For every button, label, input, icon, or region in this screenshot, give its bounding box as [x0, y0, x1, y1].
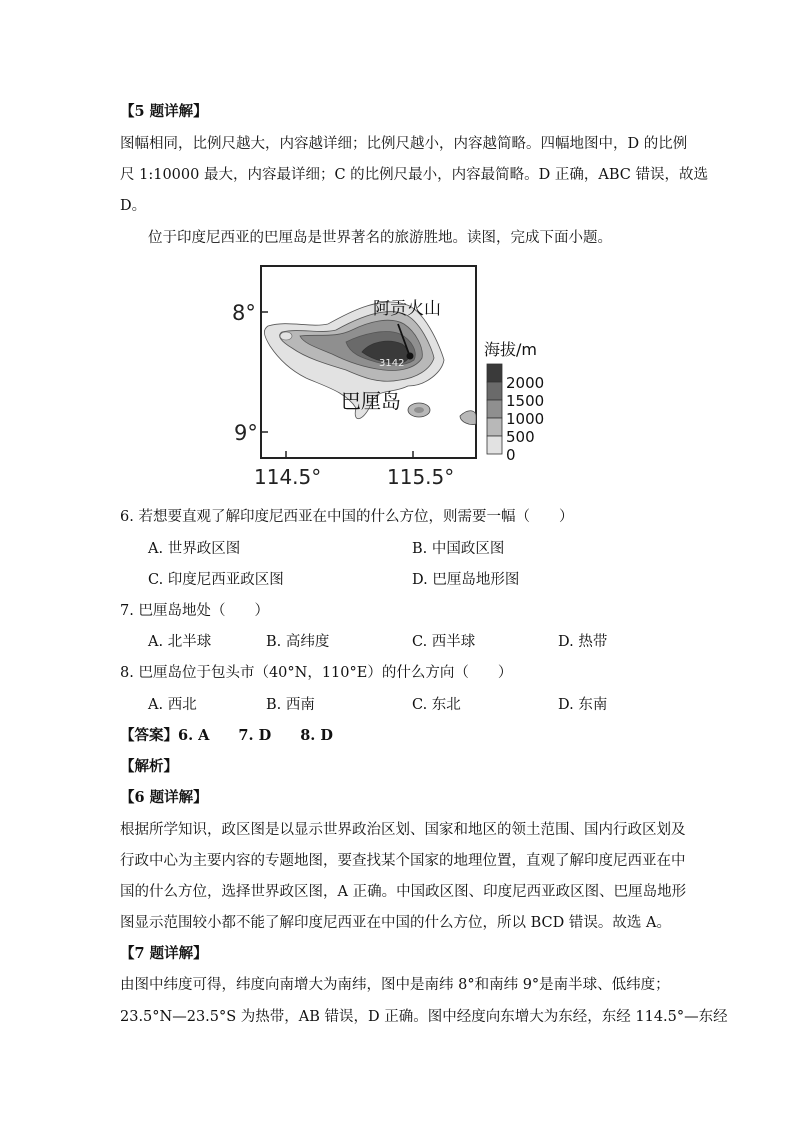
question-6-option-c: C. 印度尼西亚政区图	[148, 572, 284, 588]
question-6-option-d: D. 巴厘岛地形图	[412, 572, 520, 588]
legend-title: 海拔/m	[484, 340, 537, 359]
question-6-option-b: B. 中国政区图	[412, 541, 505, 557]
q6-line-3: 国的什么方位，选择世界政区图，A 正确。中国政区图、印度尼西亚政区图、巴厘岛地形	[120, 884, 687, 900]
answer-line: 【答案】6. A 7. D 8. D	[120, 727, 333, 744]
legend-swatch-1	[487, 382, 502, 400]
legend-label-1000: 1000	[506, 410, 545, 428]
question-8-option-d: D. 东南	[558, 697, 608, 713]
legend-swatch-4	[487, 436, 502, 454]
island-label: 巴厘岛	[341, 389, 401, 413]
lat-8-label: 8°	[232, 301, 256, 325]
q7-line-2: 23.5°N—23.5°S 为热带，AB 错误，D 正确。图中经度向东增大为东经，东经 114.5°—东经	[120, 1009, 728, 1025]
intro-text: 位于印度尼西亚的巴厘岛是世界著名的旅游胜地。读图，完成下面小题。	[148, 230, 612, 246]
analysis-heading: 【解析】	[120, 758, 178, 775]
q5-line-1: 图幅相同，比例尺越大，内容越详细；比例尺越小，内容越简略。四幅地图中，D 的比例	[120, 136, 688, 152]
elevation-legend	[484, 340, 544, 464]
q7-line-1: 由图中纬度可得，纬度向南增大为南纬，图中是南纬 8°和南纬 9°是南半球、低纬度；	[120, 977, 670, 993]
legend-swatch-0	[487, 364, 502, 382]
q5-heading: 【5 题详解】	[120, 103, 208, 120]
question-7-option-c: C. 西半球	[412, 634, 476, 650]
legend-label-0: 0	[506, 446, 516, 464]
legend-swatch-3	[487, 418, 502, 436]
volcano-marker	[407, 353, 414, 360]
q5-line-2: 尺 1:10000 最大，内容最详细；C 的比例尺最小，内容最简略。D 正确，ABC 错误，故选	[120, 167, 708, 183]
question-8-option-b: B. 西南	[266, 697, 315, 713]
question-7-option-a: A. 北半球	[148, 634, 212, 650]
question-6-stem: 6. 若想要直观了解印度尼西亚在中国的什么方位，则需要一幅（ ）	[120, 509, 574, 525]
volcano-label: 阿贡火山	[373, 299, 441, 319]
q6-line-1: 根据所学知识，政区图是以显示世界政治区划、国家和地区的领土范围、国内行政区划及	[120, 822, 686, 838]
lon-114-5-label: 114.5°	[254, 465, 322, 489]
question-8-option-c: C. 东北	[412, 697, 461, 713]
q6-heading: 【6 题详解】	[120, 789, 208, 806]
legend-label-1500: 1500	[506, 392, 545, 410]
lat-9-label: 9°	[234, 421, 258, 445]
question-7-option-d: D. 热带	[558, 634, 608, 650]
q7-heading: 【7 题详解】	[120, 945, 208, 962]
legend-label-2000: 2000	[506, 374, 545, 392]
question-8-stem: 8. 巴厘岛位于包头市（40°N，110°E）的什么方向（ ）	[120, 665, 513, 681]
bali-topographic-map	[228, 262, 558, 494]
question-7-stem: 7. 巴厘岛地处（ ）	[120, 603, 269, 619]
q6-line-2: 行政中心为主要内容的专题地图，要查找某个国家的地理位置，直观了解印度尼西亚在中	[120, 853, 686, 869]
lon-115-5-label: 115.5°	[387, 465, 455, 489]
legend-swatch-2	[487, 400, 502, 418]
q5-line-3: D。	[120, 198, 147, 214]
question-6-option-a: A. 世界政区图	[148, 541, 241, 557]
legend-label-500: 500	[506, 428, 535, 446]
q6-line-4: 图显示范围较小都不能了解印度尼西亚在中国的什么方位，所以 BCD 错误。故选 A。	[120, 915, 671, 931]
question-7-option-b: B. 高纬度	[266, 634, 330, 650]
peak-elevation-label: 3142	[379, 358, 405, 369]
question-8-option-a: A. 西北	[148, 697, 197, 713]
